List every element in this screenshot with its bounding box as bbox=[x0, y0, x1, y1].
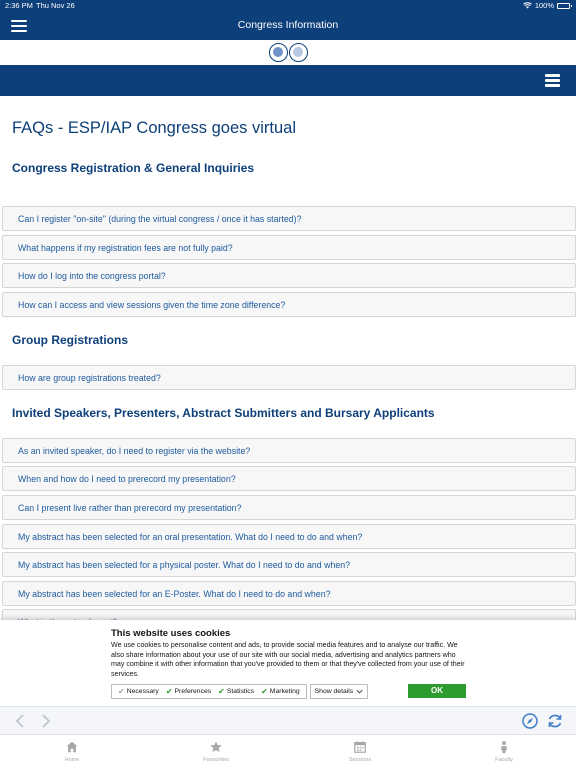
wifi-icon bbox=[523, 2, 532, 9]
cookie-text: We use cookies to personalise content and ads, to provide social media features and to analyse our traffic. We also share information about your use of our site with our social media, advertising and analytics partners who may combine it with other information that you've provided to them or that they've collected from your use of their services. bbox=[111, 641, 465, 678]
checkbox-label: Statistics bbox=[226, 688, 255, 695]
checkbox-statistics[interactable] bbox=[218, 687, 254, 696]
tab-label: Faculty bbox=[495, 757, 513, 763]
faq-item[interactable]: When and how do I need to prerecord my presentation? bbox=[2, 466, 576, 491]
battery-icon bbox=[557, 3, 570, 9]
iap-logo[interactable] bbox=[289, 43, 308, 62]
app-title: Congress Information bbox=[237, 19, 339, 31]
tab-home[interactable] bbox=[0, 735, 144, 769]
status-bar bbox=[0, 0, 576, 12]
compass-icon[interactable] bbox=[520, 711, 540, 731]
checkbox-label: Preferences bbox=[174, 688, 212, 695]
faq-item[interactable]: How can I access and view sessions given the time zone difference? bbox=[2, 292, 576, 317]
browser-toolbar bbox=[0, 706, 576, 734]
faq-item[interactable]: Can I register "on-site" (during the virtual congress / once it has started)? bbox=[2, 206, 576, 231]
faq-item[interactable]: As an invited speaker, do I need to register via the website? bbox=[2, 438, 576, 463]
show-details-button[interactable] bbox=[310, 684, 369, 699]
person-icon bbox=[497, 740, 511, 754]
checkbox-necessary[interactable] bbox=[118, 687, 159, 696]
consent-row bbox=[111, 684, 368, 699]
tab-bar bbox=[0, 734, 576, 768]
star-icon bbox=[209, 740, 223, 754]
status-right bbox=[523, 1, 570, 10]
faq-item[interactable]: What happens if my registration fees are not fully paid? bbox=[2, 235, 576, 260]
checkmark-icon: ✔ bbox=[118, 687, 125, 696]
checkmark-icon: ✔ bbox=[261, 687, 268, 696]
logo-strip bbox=[0, 40, 576, 65]
faq-item[interactable]: How are group registrations treated? bbox=[2, 365, 576, 390]
status-time: 2:36 PM bbox=[5, 1, 33, 10]
cookie-banner bbox=[0, 620, 576, 706]
status-date: Thu Nov 26 bbox=[36, 1, 75, 10]
faq-item[interactable]: Can I present live rather than prerecord my presentation? bbox=[2, 495, 576, 520]
show-details-label: Show details bbox=[314, 688, 354, 695]
forward-arrow-icon[interactable] bbox=[35, 711, 55, 731]
checkbox-marketing[interactable] bbox=[261, 687, 300, 696]
tab-label: Sessions bbox=[348, 757, 372, 763]
consent-checkboxes bbox=[111, 684, 307, 699]
ok-button[interactable]: OK bbox=[408, 684, 466, 698]
tab-favourites[interactable] bbox=[144, 735, 288, 769]
app-header bbox=[0, 12, 576, 40]
battery-percent: 100% bbox=[534, 1, 554, 10]
website-menu-icon[interactable] bbox=[545, 74, 560, 87]
faq-content bbox=[0, 96, 576, 620]
calendar-icon bbox=[353, 740, 367, 754]
tab-label: Home bbox=[64, 757, 80, 763]
section-heading-speakers: Invited Speakers, Presenters, Abstract Submitters and Bursary Applicants bbox=[12, 406, 435, 420]
section-heading-registration: Congress Registration & General Inquiries bbox=[12, 161, 255, 175]
cookie-title: This website uses cookies bbox=[111, 628, 231, 639]
checkmark-icon: ✔ bbox=[218, 687, 225, 696]
checkbox-label: Necessary bbox=[126, 688, 159, 695]
checkbox-label: Marketing bbox=[269, 688, 300, 695]
faq-item[interactable]: My abstract has been selected for a physical poster. What do I need to do and when? bbox=[2, 552, 576, 577]
back-arrow-icon[interactable] bbox=[11, 711, 31, 731]
faq-item[interactable]: My abstract has been selected for an E-Poster. What do I need to do and when? bbox=[2, 581, 576, 606]
refresh-icon[interactable] bbox=[545, 711, 565, 731]
checkbox-preferences[interactable] bbox=[166, 687, 211, 696]
faq-item[interactable]: My abstract has been selected for an oral presentation. What do I need to do and when? bbox=[2, 524, 576, 549]
tab-faculty[interactable] bbox=[432, 735, 576, 769]
esp-logo[interactable] bbox=[269, 43, 288, 62]
tab-sessions[interactable] bbox=[288, 735, 432, 769]
section-heading-group: Group Registrations bbox=[12, 333, 129, 347]
home-icon bbox=[65, 740, 79, 754]
tab-label: Favourites bbox=[203, 757, 229, 763]
checkmark-icon: ✔ bbox=[165, 687, 173, 696]
website-navbar bbox=[0, 65, 576, 96]
page-title: FAQs - ESP/IAP Congress goes virtual bbox=[12, 119, 296, 137]
chevron-down-icon bbox=[356, 689, 363, 694]
faq-item[interactable]: How do I log into the congress portal? bbox=[2, 263, 576, 288]
